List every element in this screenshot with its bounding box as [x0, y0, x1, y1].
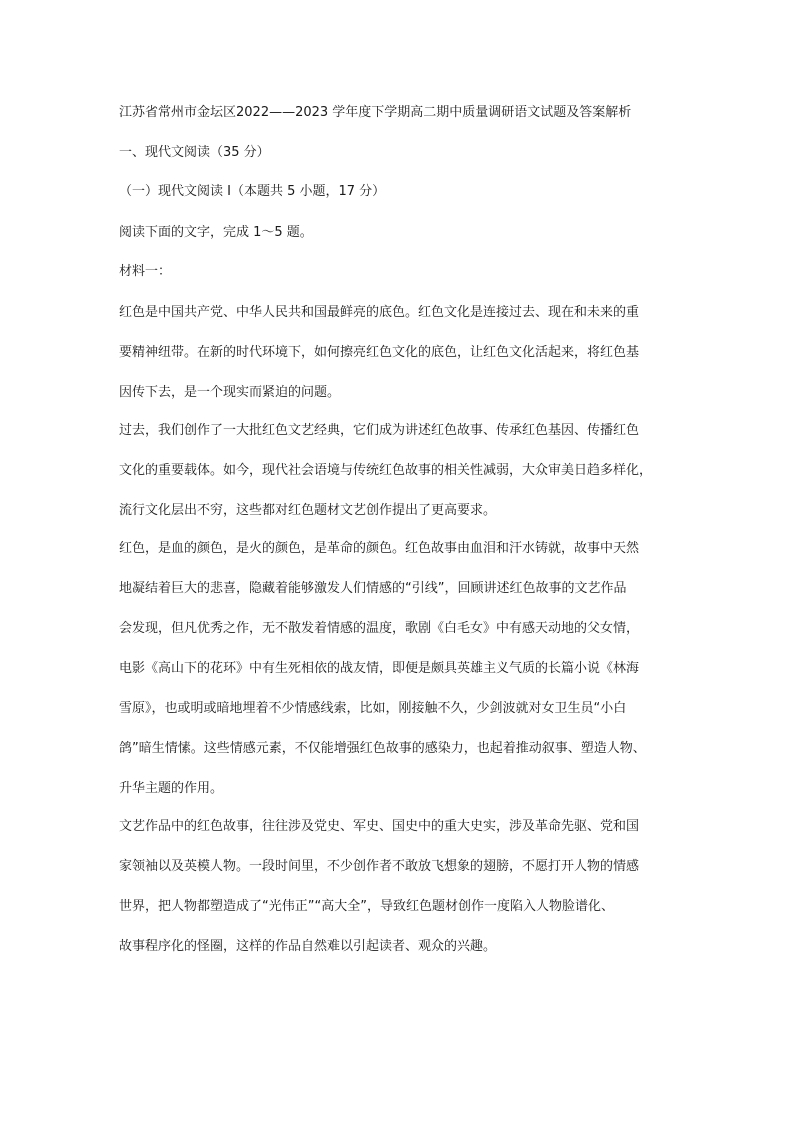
paragraph-2 — [119, 422, 699, 520]
paragraph-line: 因传下去，是一个现实而紧迫的问题。 — [119, 385, 341, 400]
paragraph-line: 文化的重要载体。如今，现代社会语境与传统红色故事的相关性减弱，大众审美日趋多样化， — [119, 463, 653, 478]
paragraph-line: 地凝结着巨大的悲喜，隐藏着能够激发人们情感的“引线”，回顾讲述红色故事的文艺作品 — [119, 581, 627, 596]
paragraph-1 — [119, 304, 699, 402]
paragraph-line: 鸽”暗生情愫。这些情感元素，不仅能增强红色故事的感染力，也起着推动叙事、塑造人物、 — [119, 741, 646, 756]
paragraph-line: 要精神纽带。在新的时代环境下，如何擦亮红色文化的底色，让红色文化活起来，将红色基 — [119, 345, 640, 360]
material-label: 材料一： — [119, 264, 172, 279]
paragraph-line: 升华主题的作用。 — [119, 781, 224, 796]
paragraph-line: 文艺作品中的红色故事，往往涉及党史、军史、国史中的重大史实，涉及革命先驱、党和国 — [119, 819, 640, 834]
paragraph-line: 会发现，但凡优秀之作，无不散发着情感的温度，歌剧《白毛女》中有感天动地的父女情， — [119, 621, 640, 636]
paragraph-line: 世界，把人物都塑造成了“光伟正”“高大全”，导致红色题材创作一度陷入人物脸谱化、 — [119, 899, 614, 914]
reading-instruction: 阅读下面的文字，完成 1～5 题。 — [119, 225, 313, 240]
document-content — [119, 104, 699, 976]
paragraph-line: 家领袖以及英模人物。一段时间里，不少创作者不敢放飞想象的翅膀，不愿打开人物的情感 — [119, 859, 640, 874]
document-title: 江苏省常州市金坛区2022——2023 学年度下学期高二期中质量调研语文试题及答案解析 — [119, 105, 632, 120]
paragraph-line: 过去，我们创作了一大批红色文艺经典，它们成为讲述红色故事、传承红色基因、传播红色 — [119, 423, 640, 438]
paragraph-3 — [119, 540, 699, 798]
subsection-heading: （一）现代文阅读 I（本题共 5 小题，17 分） — [119, 184, 386, 199]
paragraph-line: 流行文化层出不穷，这些都对红色题材文艺创作提出了更高要求。 — [119, 503, 497, 518]
paragraph-line: 故事程序化的怪圈，这样的作品自然难以引起读者、观众的兴趣。 — [119, 939, 497, 954]
paragraph-line: 电影《高山下的花环》中有生死相依的战友情，即便是颇具英雄主义气质的长篇小说《林海 — [119, 661, 640, 676]
section-heading: 一、现代文阅读（35 分） — [119, 145, 270, 160]
paragraph-line: 红色是中国共产党、中华人民共和国最鲜亮的底色。红色文化是连接过去、现在和未来的重 — [119, 305, 640, 320]
paragraph-line: 红色，是血的颜色，是火的颜色，是革命的颜色。红色故事由血泪和汗水铸就，故事中天然 — [119, 541, 640, 556]
paragraph-4 — [119, 818, 699, 956]
paragraph-line: 雪原》，也或明或暗地埋着不少情感线索，比如，刚接触不久，少剑波就对女卫生员“小白 — [119, 701, 627, 716]
